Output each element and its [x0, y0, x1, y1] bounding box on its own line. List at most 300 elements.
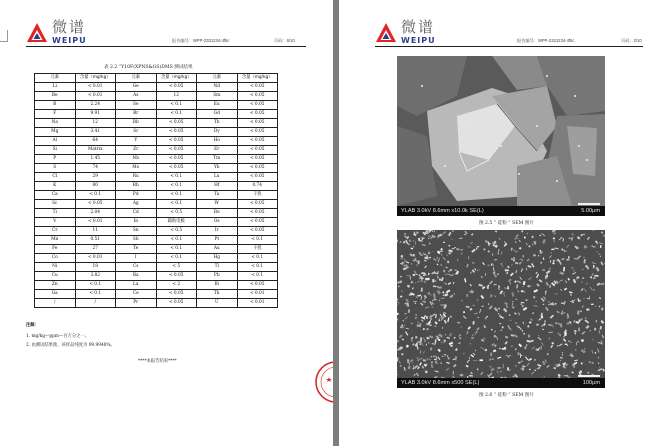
official-seal-stamp — [310, 360, 333, 404]
sem-scale-label: 100μm — [582, 380, 600, 386]
element-symbol-cell: Br — [116, 110, 157, 119]
sem-info-bar — [397, 378, 605, 388]
content-value-cell: 辅助电极 — [156, 218, 197, 227]
content-value-cell: 0.74 — [237, 182, 278, 191]
powder-particle — [453, 371, 454, 375]
element-symbol-cell: U — [197, 299, 238, 308]
content-value-cell: 9.91 — [75, 110, 116, 119]
content-value-cell: 27 — [75, 245, 116, 254]
element-symbol-cell: Cl — [35, 173, 76, 182]
table-row — [35, 272, 278, 281]
powder-particle — [420, 351, 421, 354]
element-symbol-cell: Mn — [35, 236, 76, 245]
element-symbol-cell: Zr — [116, 146, 157, 155]
content-value-cell: 18 — [75, 263, 116, 272]
powder-particle — [559, 239, 560, 240]
weipu-logo — [26, 20, 87, 45]
element-symbol-cell: Ho — [197, 137, 238, 146]
powder-particle — [441, 298, 445, 299]
content-value-cell: < 0.05 — [237, 218, 278, 227]
content-value-cell: 干扰 — [237, 191, 278, 200]
content-value-cell: 12 — [156, 92, 197, 101]
content-value-cell: < 0.01 — [75, 254, 116, 263]
element-symbol-cell: Yb — [197, 164, 238, 173]
content-value-cell: < 0.05 — [237, 173, 278, 182]
powder-particle — [546, 277, 548, 278]
table-caption: 表 2.2 “Y10F(XPNS&GS)DMS 测试结果 — [104, 65, 193, 70]
powder-particle — [591, 304, 594, 306]
powder-particle — [560, 237, 562, 239]
element-symbol-cell: As — [116, 92, 157, 101]
powder-particle — [445, 274, 449, 275]
powder-particle — [536, 301, 537, 302]
powder-particle — [564, 332, 566, 336]
element-symbol-cell: Nb — [116, 155, 157, 164]
element-symbol-cell: Sn — [116, 227, 157, 236]
content-value-cell: 2.24 — [75, 101, 116, 110]
table-row — [35, 236, 278, 245]
table-row — [35, 191, 278, 200]
notes-title: 注解： — [26, 323, 39, 328]
powder-particle — [447, 255, 448, 257]
powder-particle — [472, 262, 474, 264]
content-value-cell: < 0.1 — [75, 290, 116, 299]
powder-particle — [440, 362, 442, 363]
element-symbol-cell: Be — [35, 92, 76, 101]
header-divider — [375, 46, 643, 47]
element-symbol-cell: Th — [197, 290, 238, 299]
powder-particle — [413, 259, 415, 261]
powder-particle — [528, 286, 531, 287]
content-value-cell: 干扰 — [237, 245, 278, 254]
content-value-cell: < 0.05 — [237, 101, 278, 110]
element-symbol-cell: Au — [197, 245, 238, 254]
table-row — [35, 110, 278, 119]
content-value-cell: 3.41 — [75, 128, 116, 137]
corner-crop-mark — [0, 30, 8, 42]
element-symbol-cell: Ge — [116, 83, 157, 92]
powder-particle — [497, 367, 500, 369]
content-value-cell: < 0.1 — [75, 191, 116, 200]
element-content-table — [34, 73, 278, 308]
column-header: 含量（mg/kg） — [156, 74, 197, 83]
powder-particle — [538, 255, 540, 256]
powder-particle — [421, 237, 425, 238]
element-symbol-cell: Ag — [116, 200, 157, 209]
scale-bar — [578, 375, 600, 377]
powder-particle — [600, 256, 601, 257]
element-symbol-cell: Sm — [197, 92, 238, 101]
powder-particle — [534, 370, 536, 372]
powder-particle — [494, 241, 496, 244]
content-value-cell: < 0.05 — [156, 128, 197, 137]
content-value-cell: / — [75, 299, 116, 308]
powder-particle — [490, 353, 492, 356]
powder-particle — [437, 291, 440, 293]
table-row — [35, 281, 278, 290]
powder-particle — [429, 257, 431, 258]
element-symbol-cell: Sr — [116, 128, 157, 137]
element-symbol-cell: Fe — [35, 245, 76, 254]
powder-particle — [476, 248, 477, 250]
powder-particle — [443, 242, 445, 244]
element-symbol-cell: Sc — [35, 200, 76, 209]
content-value-cell: < 0.05 — [156, 290, 197, 299]
powder-particle — [552, 342, 554, 344]
weipu-logo-icon — [375, 22, 397, 44]
content-value-cell: 3.82 — [75, 272, 116, 281]
element-symbol-cell: Ni — [35, 263, 76, 272]
powder-particle — [536, 324, 539, 326]
content-value-cell: < 0.1 — [156, 236, 197, 245]
content-value-cell: < 0.1 — [237, 236, 278, 245]
table-row — [35, 209, 278, 218]
powder-particle — [423, 359, 426, 361]
element-symbol-cell: V — [35, 218, 76, 227]
content-value-cell: < 0.05 — [237, 92, 278, 101]
element-symbol-cell: Dy — [197, 128, 238, 137]
content-value-cell: < 0.1 — [156, 245, 197, 254]
powder-particle — [522, 305, 524, 308]
powder-particle — [452, 239, 453, 240]
content-value-cell: < 0.05 — [237, 146, 278, 155]
powder-particle — [524, 237, 526, 239]
powder-particle — [571, 267, 573, 268]
content-value-cell: 64 — [75, 137, 116, 146]
table-row — [35, 290, 278, 299]
powder-particle — [528, 335, 530, 338]
powder-particle — [397, 313, 399, 316]
element-symbol-cell: Tb — [197, 119, 238, 128]
table-row — [35, 155, 278, 164]
element-symbol-cell: K — [35, 182, 76, 191]
sem-parameters: YLAB 3.0kV 8.6mm x10.0k SE(L) — [401, 208, 484, 214]
table-row — [35, 263, 278, 272]
element-symbol-cell: S — [35, 164, 76, 173]
table-row — [35, 200, 278, 209]
sem-micrograph-powder — [397, 230, 605, 378]
content-value-cell: 12 — [75, 119, 116, 128]
element-symbol-cell: La — [116, 281, 157, 290]
powder-particle — [581, 341, 583, 342]
element-symbol-cell: P — [35, 155, 76, 164]
sem-micrograph-particles — [397, 56, 605, 206]
table-row — [35, 92, 278, 101]
column-header: 元素 — [197, 74, 238, 83]
report-end-text: ****本报告结束**** — [138, 359, 177, 364]
report-number: 报告编号：WPP-2331234-4f5c — [517, 38, 575, 43]
content-value-cell: < 0.01 — [237, 290, 278, 299]
table-row — [35, 245, 278, 254]
powder-particle — [498, 313, 499, 314]
powder-particle — [555, 280, 557, 282]
powder-particle — [426, 344, 427, 346]
sem-image-high-mag — [397, 56, 605, 216]
element-symbol-cell: Ca — [35, 191, 76, 200]
content-value-cell: < 0.05 — [156, 272, 197, 281]
table-row — [35, 254, 278, 263]
powder-particle — [487, 265, 489, 266]
element-symbol-cell: Hg — [197, 254, 238, 263]
element-symbol-cell: Mo — [116, 164, 157, 173]
powder-particle — [408, 309, 410, 312]
powder-particle — [555, 303, 557, 305]
powder-particle — [586, 308, 589, 310]
powder-particle — [475, 350, 476, 351]
powder-particle — [492, 253, 493, 256]
powder-particle — [431, 356, 432, 357]
element-symbol-cell: Al — [35, 137, 76, 146]
table-row — [35, 164, 278, 173]
powder-particle — [568, 259, 570, 261]
sem-image-low-mag — [397, 230, 605, 388]
powder-particle — [499, 323, 501, 324]
content-value-cell: < 0.01 — [75, 83, 116, 92]
element-symbol-cell: Li — [35, 83, 76, 92]
element-symbol-cell: Mg — [35, 128, 76, 137]
element-symbol-cell: I — [116, 254, 157, 263]
powder-particle — [549, 285, 550, 288]
content-value-cell: < 0.01 — [75, 92, 116, 101]
content-value-cell: < 0.05 — [237, 164, 278, 173]
content-value-cell: < 0.1 — [156, 110, 197, 119]
content-value-cell: < 0.05 — [156, 164, 197, 173]
powder-particle — [544, 321, 546, 323]
content-value-cell: < 0.5 — [156, 209, 197, 218]
element-symbol-cell: Tl — [197, 263, 238, 272]
content-value-cell: < 0.05 — [237, 209, 278, 218]
header-divider — [26, 46, 306, 47]
element-symbol-cell: Ga — [35, 290, 76, 299]
element-symbol-cell: Lu — [197, 173, 238, 182]
element-symbol-cell: Ru — [116, 173, 157, 182]
content-value-cell: < 0.1 — [237, 272, 278, 281]
scale-bar — [578, 203, 600, 205]
content-value-cell: Matrix — [75, 146, 116, 155]
content-value-cell: < 0.05 — [156, 137, 197, 146]
element-symbol-cell: Rb — [116, 119, 157, 128]
element-symbol-cell: Sb — [116, 236, 157, 245]
powder-particle — [432, 307, 433, 308]
content-value-cell: < 0.1 — [156, 173, 197, 182]
powder-particle — [480, 359, 484, 361]
image-caption: 图 2.5 “ 硅粉 ” SEM 图片 — [479, 221, 534, 226]
powder-particle — [408, 366, 411, 370]
content-value-cell: < 0.1 — [237, 254, 278, 263]
content-value-cell: < 0.05 — [237, 128, 278, 137]
powder-particle — [420, 276, 422, 279]
powder-particle — [440, 335, 442, 338]
content-value-cell: < 0.01 — [75, 218, 116, 227]
element-symbol-cell: F — [35, 110, 76, 119]
element-symbol-cell: Cs — [116, 263, 157, 272]
powder-particle — [502, 266, 503, 267]
powder-particle — [456, 248, 459, 250]
powder-particle — [568, 341, 570, 342]
element-symbol-cell: Eu — [197, 101, 238, 110]
powder-particle — [546, 275, 548, 278]
content-value-cell: 74 — [75, 164, 116, 173]
powder-particle — [441, 304, 445, 306]
content-value-cell: < 0.05 — [237, 119, 278, 128]
table-row — [35, 137, 278, 146]
element-symbol-cell: Pr — [116, 299, 157, 308]
logo-english-name: WEIPU — [52, 36, 87, 45]
logo-chinese-name: 微谱 — [401, 18, 436, 36]
powder-particle — [521, 290, 523, 292]
powder-particle — [593, 265, 594, 268]
powder-particle — [511, 258, 513, 259]
report-page-right — [339, 0, 664, 446]
column-header: 元素 — [116, 74, 157, 83]
content-value-cell: < 0.05 — [156, 83, 197, 92]
powder-particle — [567, 323, 570, 325]
powder-particle — [534, 359, 536, 361]
table-row — [35, 299, 278, 308]
element-symbol-cell: Pt — [197, 236, 238, 245]
content-value-cell: < 2 — [156, 281, 197, 290]
powder-particle — [498, 251, 499, 254]
content-value-cell: < 0.1 — [156, 191, 197, 200]
table-row — [35, 182, 278, 191]
content-value-cell: < 0.01 — [237, 299, 278, 308]
table-header-row — [35, 74, 278, 83]
element-symbol-cell: Tm — [197, 155, 238, 164]
content-value-cell: < 0.05 — [156, 299, 197, 308]
powder-particle — [459, 238, 462, 239]
powder-particle — [534, 241, 536, 244]
element-symbol-cell: Ba — [116, 272, 157, 281]
element-symbol-cell: W — [197, 200, 238, 209]
element-symbol-cell: Y — [116, 137, 157, 146]
powder-particle — [410, 277, 411, 280]
content-value-cell: < 0.1 — [75, 281, 116, 290]
table-row — [35, 227, 278, 236]
content-value-cell: < 0.5 — [156, 227, 197, 236]
table-row — [35, 146, 278, 155]
powder-particle — [548, 304, 550, 305]
content-value-cell: 80 — [75, 182, 116, 191]
element-symbol-cell: B — [35, 101, 76, 110]
content-value-cell: < 0.05 — [156, 119, 197, 128]
logo-english-name: WEIPU — [401, 36, 436, 45]
powder-particle — [413, 366, 414, 367]
content-value-cell: 1.45 — [75, 155, 116, 164]
content-value-cell: < 0.05 — [237, 227, 278, 236]
element-symbol-cell: In — [116, 218, 157, 227]
powder-particle — [421, 288, 423, 292]
content-value-cell: < 0.05 — [75, 200, 116, 209]
powder-particle — [411, 281, 413, 283]
content-value-cell: < 0.1 — [156, 101, 197, 110]
element-symbol-cell: Pb — [197, 272, 238, 281]
powder-particle — [587, 267, 589, 270]
powder-particle — [469, 357, 470, 360]
content-value-cell: < 0.05 — [237, 83, 278, 92]
weipu-logo — [375, 20, 436, 45]
powder-particle — [420, 337, 422, 341]
powder-particle — [565, 344, 567, 345]
element-symbol-cell: Os — [197, 218, 238, 227]
element-symbol-cell: Se — [116, 101, 157, 110]
table-body — [35, 83, 278, 308]
report-number: 报告编号：WPP-2331234-4f5c — [172, 38, 230, 43]
page-number: 页码：2/10 — [621, 38, 642, 43]
powder-particle — [533, 296, 535, 298]
table-row — [35, 218, 278, 227]
powder-particle — [428, 273, 430, 275]
element-symbol-cell: Ce — [116, 290, 157, 299]
powder-particle — [506, 272, 508, 274]
powder-particle — [477, 369, 478, 370]
element-symbol-cell: Na — [35, 119, 76, 128]
content-value-cell: < 0.05 — [237, 110, 278, 119]
table-row — [35, 83, 278, 92]
powder-particle — [594, 275, 598, 277]
powder-particle — [442, 291, 444, 293]
element-symbol-cell: Cu — [35, 272, 76, 281]
content-value-cell: < 0.05 — [237, 200, 278, 209]
powder-particle — [432, 279, 434, 282]
element-symbol-cell: Hf — [197, 182, 238, 191]
powder-particle — [582, 277, 584, 278]
powder-particle — [515, 365, 516, 366]
powder-particle — [494, 335, 496, 337]
element-symbol-cell: Te — [116, 245, 157, 254]
sem-scale-label: 5.00μm — [581, 208, 600, 214]
element-symbol-cell: Cd — [116, 209, 157, 218]
element-symbol-cell: Er — [197, 146, 238, 155]
content-value-cell: < 0.05 — [237, 155, 278, 164]
powder-particle — [499, 348, 502, 349]
powder-particle — [459, 337, 461, 339]
table-row — [35, 173, 278, 182]
content-value-cell: < 0.05 — [237, 281, 278, 290]
powder-particle — [435, 362, 437, 364]
powder-particle — [485, 273, 486, 276]
powder-particle — [581, 349, 583, 351]
content-value-cell: < 0.05 — [237, 137, 278, 146]
image-caption: 图 2.6 “ 硅粉 ” SEM 图片 — [479, 393, 534, 398]
content-value-cell: < 0.1 — [156, 254, 197, 263]
column-header: 含量（mg/kg） — [75, 74, 116, 83]
note-line: 2. 由测试结果推，该样品纯度为 99.9948%。 — [26, 343, 115, 348]
sem-info-bar — [397, 206, 605, 216]
powder-particle — [421, 272, 425, 274]
content-value-cell: < 0.1 — [156, 200, 197, 209]
powder-particle — [407, 359, 409, 363]
powder-particle — [415, 336, 417, 338]
page-number: 页码：6/10 — [274, 38, 295, 43]
element-symbol-cell: Gd — [197, 110, 238, 119]
column-header: 含量（mg/kg） — [237, 74, 278, 83]
powder-particle — [509, 355, 510, 356]
table-row — [35, 128, 278, 137]
element-symbol-cell: Pd — [116, 191, 157, 200]
element-symbol-cell: Rh — [116, 182, 157, 191]
powder-particle — [574, 330, 577, 333]
sem-parameters: YLAB 3.0kV 8.6mm x500 SE(L) — [401, 380, 480, 386]
content-value-cell: < 0.1 — [156, 182, 197, 191]
table-row — [35, 119, 278, 128]
content-value-cell: < 0.05 — [156, 146, 197, 155]
powder-particle — [485, 240, 487, 242]
content-value-cell: 11 — [75, 227, 116, 236]
powder-particle — [578, 328, 580, 332]
content-value-cell: < 0.05 — [156, 155, 197, 164]
column-header: 元素 — [35, 74, 76, 83]
powder-particle — [522, 255, 524, 258]
